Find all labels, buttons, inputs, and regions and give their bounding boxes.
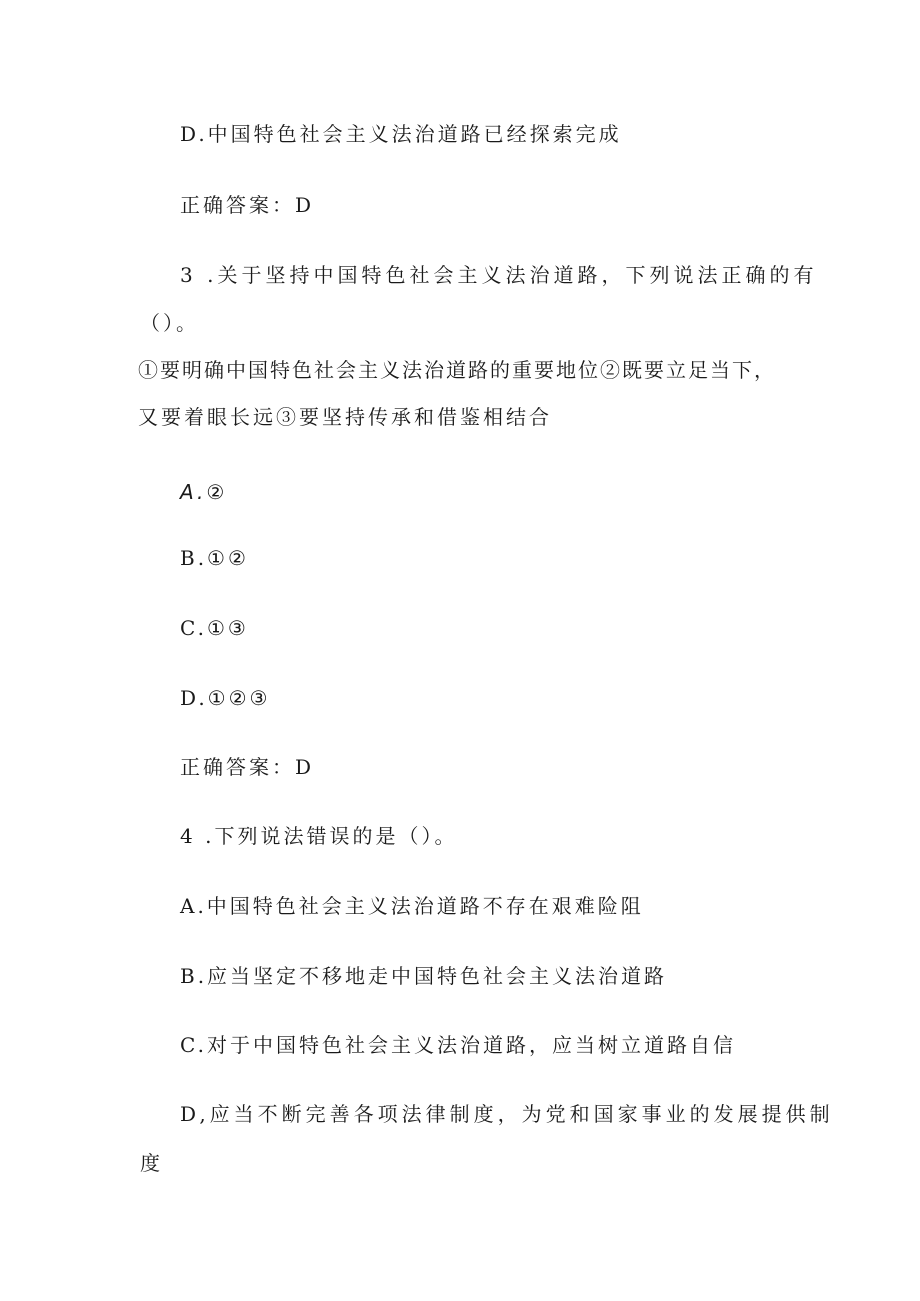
q3-stem-line1: 3 .关于坚持中国特色社会主义法治道路，下列说法正确的有 [180,263,818,287]
q2-answer: 正确答案：D [180,193,315,217]
q4-option-d-line1: D,应当不断完善各项法律制度，为党和国家事业的发展提供制 [180,1102,834,1126]
q4-option-b: B.应当坚定不移地走中国特色社会主义法治道路 [180,964,668,988]
q3-answer: 正确答案：D [180,755,315,779]
q3-option-a: A.② [180,480,228,504]
q4-option-c: C.对于中国特色社会主义法治道路，应当树立道路自信 [180,1033,736,1057]
q3-statements-line2: 又要着眼长远③要坚持传承和借鉴相结合 [138,405,552,429]
q3-option-d: D.①②③ [180,686,271,710]
q3-stem-line2: （）。 [140,311,199,335]
q2-option-d: D.中国特色社会主义法治道路已经探索完成 [180,122,622,146]
q4-option-a: A.中国特色社会主义法治道路不存在艰难险阻 [180,894,644,918]
q3-statements-line1: ①要明确中国特色社会主义法治道路的重要地位②既要立足当下， [138,358,776,382]
q4-stem: 4 .下列说法错误的是（）。 [180,824,458,848]
q3-option-c: C.①③ [180,616,249,640]
q3-option-b: B.①② [180,546,249,570]
q4-option-d-line2: 度 [140,1151,163,1175]
